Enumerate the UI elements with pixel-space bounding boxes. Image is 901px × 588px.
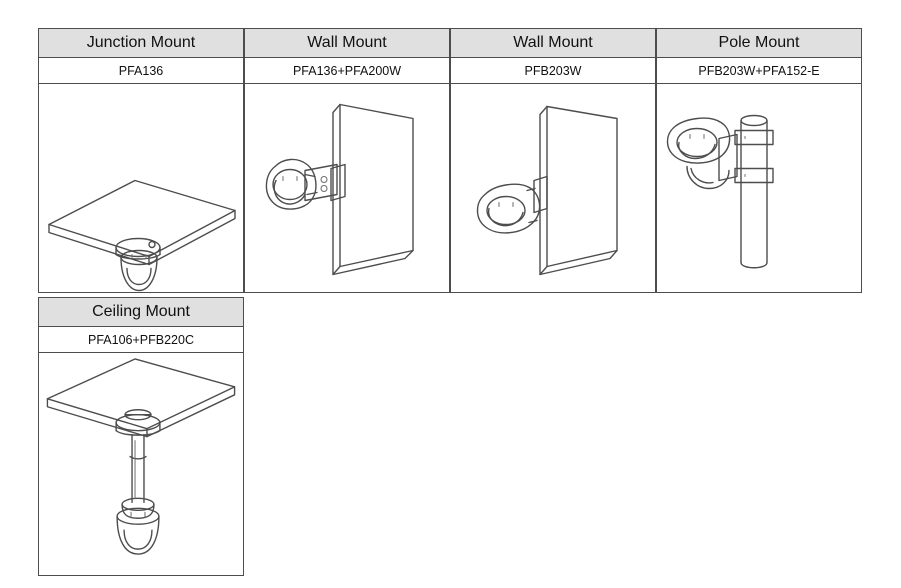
mount-cell-wall xyxy=(450,28,656,293)
mount-figure-wall-dome xyxy=(450,84,656,293)
mount-cell-ceiling xyxy=(38,297,244,576)
mount-cell-junction xyxy=(38,28,244,293)
mount-figure-pole-dome xyxy=(656,84,862,293)
mount-title: Junction Mount xyxy=(38,28,244,58)
mount-title: Pole Mount xyxy=(656,28,862,58)
empty-cell xyxy=(450,297,656,576)
mount-figure-wall-bracket-dome xyxy=(244,84,450,293)
mount-model: PFA136 xyxy=(38,58,244,84)
mount-model: PFA136+PFA200W xyxy=(244,58,450,84)
empty-cell xyxy=(244,297,450,576)
mount-model: PFB203W+PFA152-E xyxy=(656,58,862,84)
mount-options-table xyxy=(38,28,863,576)
mount-model: PFA106+PFB220C xyxy=(38,327,244,353)
mount-figure-ceiling-pendant-dome xyxy=(38,353,244,576)
table-row xyxy=(38,297,863,576)
mount-cell-pole xyxy=(656,28,862,293)
mount-model: PFB203W xyxy=(450,58,656,84)
mount-cell-wall-bracket xyxy=(244,28,450,293)
mount-title: Ceiling Mount xyxy=(38,297,244,327)
mount-title: Wall Mount xyxy=(450,28,656,58)
table-row xyxy=(38,28,863,293)
mount-title: Wall Mount xyxy=(244,28,450,58)
empty-cell xyxy=(656,297,862,576)
mount-figure-ceiling-junction-dome xyxy=(38,84,244,293)
